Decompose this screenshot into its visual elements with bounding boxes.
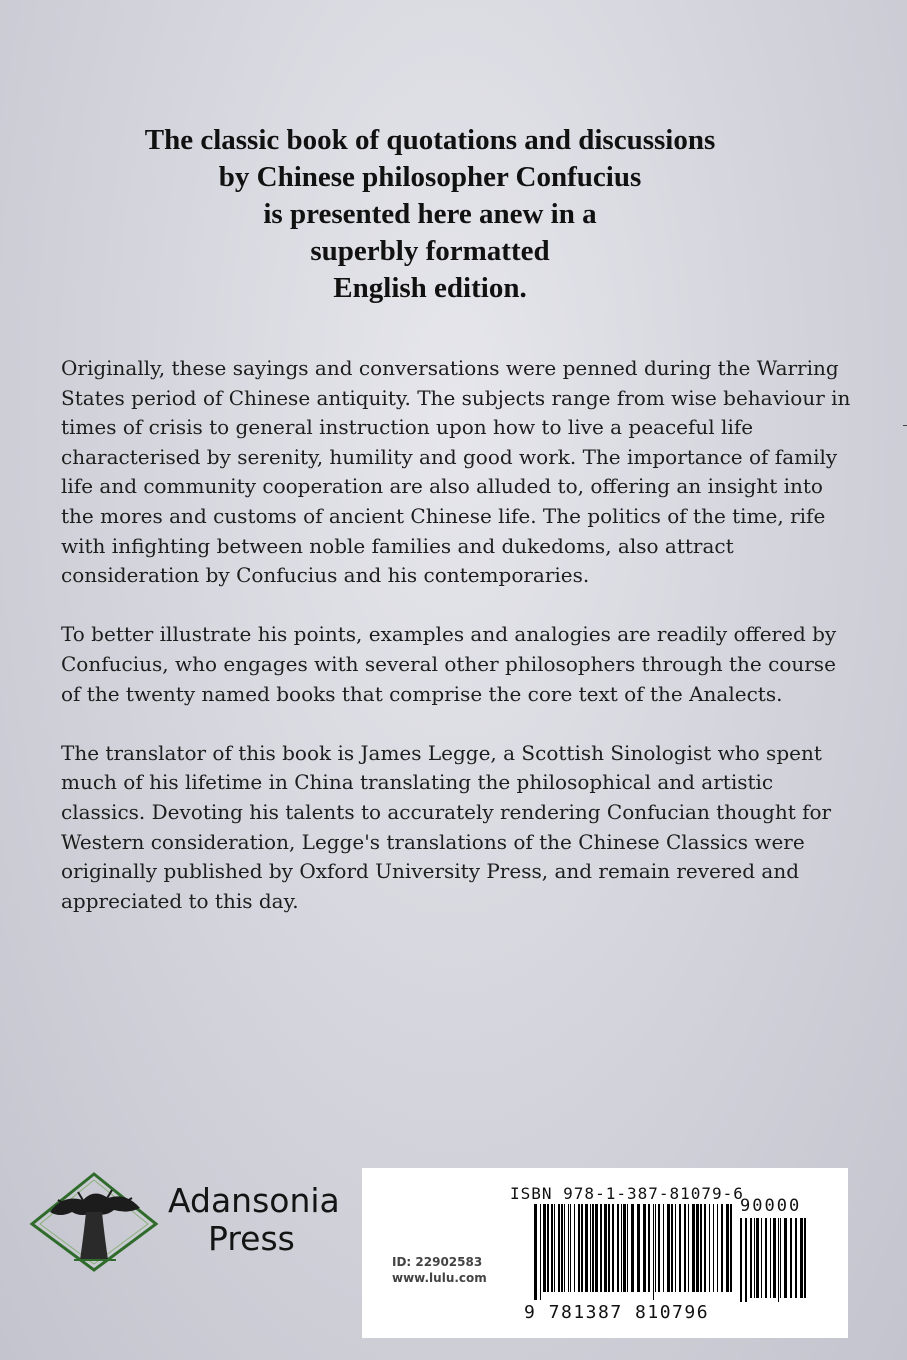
barcode-panel (362, 1168, 848, 1338)
barcode-bar (800, 1218, 803, 1298)
barcode-bar (551, 1204, 553, 1292)
barcode-bar (770, 1218, 771, 1298)
barcode-bar (608, 1204, 610, 1292)
barcode-bar (568, 1204, 569, 1292)
barcode-bar (740, 1218, 742, 1302)
barcode-bar (721, 1204, 723, 1292)
publisher-name-line-1: Adansonia (168, 1181, 340, 1220)
lulu-url: www.lulu.com (392, 1271, 487, 1285)
barcode-bar (627, 1204, 628, 1292)
barcode-bar (750, 1218, 752, 1298)
barcode-bar (653, 1204, 654, 1300)
barcode-bar (590, 1204, 591, 1292)
barcode-bar (717, 1204, 718, 1292)
barcode-bar (564, 1204, 565, 1292)
barcode-bar (578, 1204, 580, 1292)
barcode-bar (643, 1204, 646, 1292)
edge-mark (903, 425, 907, 426)
barcode-bar (540, 1204, 541, 1300)
headline (0, 122, 860, 307)
barcode-bar (671, 1204, 673, 1292)
barcode-bar (684, 1204, 686, 1292)
addon-number: 90000 (740, 1196, 802, 1216)
barcode-bar (547, 1204, 549, 1292)
barcode-bar (612, 1204, 614, 1292)
barcode-bar (558, 1204, 560, 1292)
barcode-bar (790, 1218, 792, 1298)
barcode-bar (667, 1204, 670, 1292)
blurb-paragraph-2: To better illustrate his points, examples and analogies are readily offered by Confucius, who engages with several other philosophers through the course of the twenty named books that comprise the core text of the Analects. (61, 622, 837, 706)
barcode-digits: 9 781387 810796 (524, 1302, 710, 1323)
barcode-bar (604, 1204, 607, 1292)
barcode-bar (534, 1204, 537, 1300)
barcode-bar (761, 1218, 762, 1298)
barcode-bar (585, 1204, 588, 1292)
barcode-bar (692, 1204, 695, 1292)
barcode-bar (655, 1204, 656, 1292)
barcode-bar (696, 1204, 699, 1292)
isbn-label: ISBN 978-1-387-81079-6 (510, 1184, 744, 1203)
barcode-bar (631, 1204, 634, 1292)
barcode-bar (765, 1218, 767, 1298)
isbn-barcode (534, 1204, 734, 1300)
barcode-bar (804, 1218, 806, 1298)
lulu-info (392, 1254, 487, 1286)
barcode-bar (778, 1218, 779, 1302)
barcode-bar (600, 1204, 602, 1292)
barcode-bar (679, 1204, 681, 1292)
headline-line-2: by Chinese philosopher Confucius (218, 161, 642, 193)
barcode-bar (688, 1204, 689, 1292)
publisher-logo (28, 1172, 358, 1272)
barcode-bar (554, 1204, 555, 1292)
publisher-name (168, 1182, 368, 1258)
barcode-bar (745, 1218, 747, 1302)
publisher-name-line-2: Press (208, 1219, 295, 1258)
barcode-bar (709, 1204, 710, 1292)
barcode-bar (592, 1204, 594, 1292)
lulu-id: ID: 22902583 (392, 1255, 483, 1269)
barcode-bar (754, 1218, 755, 1298)
blurb-paragraph-3: The translator of this book is James Legge, a Scottish Sinologist who spent much of his lifetime in China translating the philosophical and artistic classics. Devoting his talents to accurately rendering Confucian thought for Western consideration, Legge's translations of the Chinese Classics were originally published by Oxford University Press, and remain revered and appreciated to this day. (61, 740, 832, 913)
barcode-bar (543, 1204, 546, 1292)
barcode-bar (637, 1204, 640, 1292)
barcode-bar (595, 1204, 598, 1292)
barcode-bar (617, 1204, 619, 1292)
barcode-bar (730, 1204, 732, 1292)
barcode-bar (581, 1204, 583, 1292)
blurb (61, 354, 861, 946)
barcode-bar (700, 1204, 702, 1292)
baobab-tree-icon (28, 1172, 163, 1272)
barcode-bar (784, 1218, 787, 1298)
barcode-bar (675, 1204, 676, 1292)
headline-line-4: superbly formatted (310, 235, 550, 267)
barcode-bar (648, 1204, 650, 1292)
addon-barcode (740, 1218, 810, 1302)
barcode-bar (658, 1204, 660, 1292)
barcode-bar (726, 1204, 729, 1292)
barcode-bar (621, 1204, 622, 1292)
barcode-bar (713, 1204, 714, 1292)
barcode-bar (623, 1204, 626, 1292)
barcode-bar (561, 1204, 563, 1292)
barcode-bar (795, 1218, 797, 1298)
blurb-paragraph-1: Originally, these sayings and conversations were penned during the Warring States period of Chinese antiquity. The subjects range from wise behaviour in times of crisis to general instruction upon how to live a peaceful life characterised by serenity, humility and good work. The importance of family life and community cooperation are also alluded to, offering an insight into the mores and customs of ancient Chinese life. The politics of the time, rife with infighting between noble families and dukedoms, also attract consideration by Confucius and his contemporaries. (61, 356, 851, 588)
headline-line-5: English edition. (333, 272, 527, 304)
barcode-bar (663, 1204, 664, 1292)
barcode-bar (574, 1204, 575, 1292)
headline-line-3: is presented here anew in a (263, 198, 597, 230)
barcode-bar (756, 1218, 759, 1298)
barcode-bar (773, 1218, 776, 1298)
barcode-bar (780, 1218, 781, 1298)
headline-line-1: The classic book of quotations and discussions (144, 124, 716, 156)
barcode-bar (704, 1204, 706, 1292)
barcode-bar (570, 1204, 571, 1292)
